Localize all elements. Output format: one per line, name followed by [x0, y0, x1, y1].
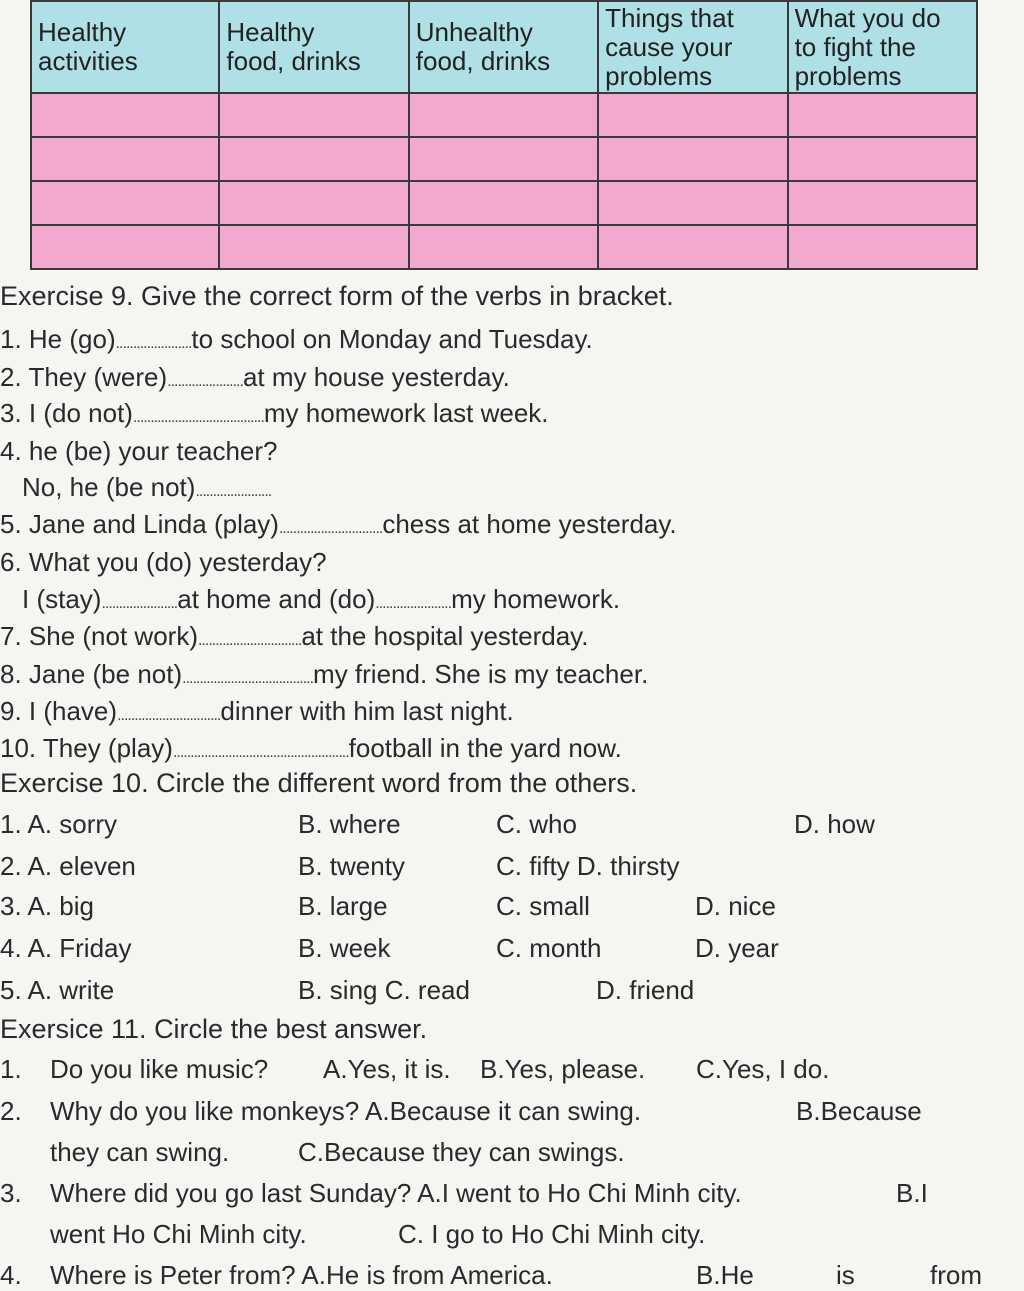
table-cell[interactable]	[788, 93, 977, 137]
exercise-9-title: Exercise 9. Give the correct form of the verbs in bracket.	[0, 281, 674, 311]
table-cell[interactable]	[409, 93, 598, 137]
ex10-q4-a[interactable]: 4. A. Friday	[0, 933, 132, 963]
table-cell[interactable]	[598, 137, 787, 181]
table-row	[31, 181, 977, 225]
table-cell[interactable]	[31, 137, 219, 181]
table-cell[interactable]	[219, 181, 408, 225]
ex9-question-3: 3. I (do not)......................................my homework last week.	[0, 398, 549, 428]
ex10-q4-b[interactable]: B. week	[298, 933, 391, 963]
ex11-q4-number: 4.	[0, 1260, 22, 1290]
ex10-q3-c[interactable]: C. small	[496, 891, 590, 921]
table-cell[interactable]	[788, 137, 977, 181]
table-cell[interactable]	[31, 93, 219, 137]
table-cell[interactable]	[219, 93, 408, 137]
ex11-q3-number: 3.	[0, 1178, 22, 1208]
ex10-q5-a[interactable]: 5. A. write	[0, 975, 115, 1005]
ex11-q2-option-b-cont[interactable]: they can swing.	[50, 1137, 230, 1167]
header-unhealthy-food: Unhealthy food, drinks	[409, 1, 598, 93]
ex11-q2-number: 2.	[0, 1096, 22, 1126]
header-healthy-food: Healthy food, drinks	[219, 1, 408, 93]
ex11-q2-option-c[interactable]: C.Because they can swings.	[298, 1137, 625, 1167]
header-things-cause-problems: Things that cause your problems	[598, 1, 787, 93]
ex10-q2-cd[interactable]: C. fifty D. thirsty	[496, 851, 680, 881]
table-cell[interactable]	[788, 181, 977, 225]
ex9-question-10: 10. They (play)...................................................football in the yard now.	[0, 733, 622, 763]
ex11-q4-option-b-is[interactable]: is	[836, 1260, 855, 1290]
ex10-q2-b[interactable]: B. twenty	[298, 851, 405, 881]
table-cell[interactable]	[31, 225, 219, 269]
table-row	[31, 93, 977, 137]
ex11-q1-number: 1.	[0, 1054, 22, 1084]
table-cell[interactable]	[409, 137, 598, 181]
table-cell[interactable]	[219, 137, 408, 181]
table-cell[interactable]	[598, 181, 787, 225]
ex10-q1-c[interactable]: C. who	[496, 809, 577, 839]
ex10-q2-a[interactable]: 2. A. eleven	[0, 851, 136, 881]
ex11-q3-option-c[interactable]: C. I go to Ho Chi Minh city.	[398, 1219, 706, 1249]
table-row	[31, 225, 977, 269]
ex9-question-8: 8. Jane (be not)......................................my friend. She is my teacher.	[0, 659, 649, 689]
exercise-10-title: Exercise 10. Circle the different word from the others.	[0, 768, 638, 798]
table-row	[31, 137, 977, 181]
ex10-q1-d[interactable]: D. how	[794, 809, 875, 839]
ex11-q1-option-a[interactable]: A.Yes, it is.	[323, 1054, 451, 1084]
table-cell[interactable]	[31, 181, 219, 225]
ex10-q3-b[interactable]: B. large	[298, 891, 388, 921]
ex11-q4-option-b[interactable]: B.He	[696, 1260, 754, 1290]
header-fight-problems: What you do to fight the problems	[788, 1, 977, 93]
ex11-q4-question-option-a[interactable]: Where is Peter from? A.He is from America.	[50, 1260, 553, 1290]
ex10-q4-d[interactable]: D. year	[695, 933, 779, 963]
ex10-q1-b[interactable]: B. where	[298, 809, 401, 839]
ex10-q1-a[interactable]: 1. A. sorry	[0, 809, 118, 839]
ex9-question-9: 9. I (have)..............................dinner with him last night.	[0, 696, 514, 726]
table-cell[interactable]	[409, 181, 598, 225]
ex9-question-5: 5. Jane and Linda (play)..............................chess at home yesterday.	[0, 509, 677, 539]
ex11-q3-question-option-a[interactable]: Where did you go last Sunday? A.I went to Ho Chi Minh city.	[50, 1178, 742, 1208]
ex11-q1-question: Do you like music?	[50, 1054, 269, 1084]
header-healthy-activities: Healthy activities	[31, 1, 219, 93]
table-cell[interactable]	[409, 225, 598, 269]
table-cell[interactable]	[219, 225, 408, 269]
ex9-question-6-answer: I (stay)......................at home and (do)......................my homework.	[22, 584, 621, 614]
ex9-question-7: 7. She (not work)..............................at the hospital yesterday.	[0, 621, 589, 651]
ex10-q4-c[interactable]: C. month	[496, 933, 602, 963]
ex10-q5-bc[interactable]: B. sing C. read	[298, 975, 470, 1005]
table-header-row	[31, 1, 977, 93]
ex9-question-4-answer: No, he (be not)......................	[22, 472, 272, 502]
ex10-q5-d[interactable]: D. friend	[596, 975, 695, 1005]
table-cell[interactable]	[788, 225, 977, 269]
activities-table	[30, 0, 978, 270]
table-cell[interactable]	[598, 225, 787, 269]
ex11-q1-option-b[interactable]: B.Yes, please.	[480, 1054, 646, 1084]
ex11-q3-option-b[interactable]: B.I	[896, 1178, 928, 1208]
ex11-q2-option-b[interactable]: B.Because	[796, 1096, 922, 1126]
exercise-11-title: Exersice 11. Circle the best answer.	[0, 1014, 428, 1044]
table-cell[interactable]	[598, 93, 787, 137]
ex10-q3-a[interactable]: 3. A. big	[0, 891, 94, 921]
ex10-q3-d[interactable]: D. nice	[695, 891, 776, 921]
ex9-question-2: 2. They (were)......................at my house yesterday.	[0, 362, 510, 392]
ex11-q1-option-c[interactable]: C.Yes, I do.	[696, 1054, 830, 1084]
ex9-question-6: 6. What you (do) yesterday?	[0, 547, 327, 577]
ex11-q4-option-b-from[interactable]: from	[930, 1260, 982, 1290]
ex11-q2-question-option-a[interactable]: Why do you like monkeys? A.Because it can swing.	[50, 1096, 642, 1126]
ex9-question-4: 4. he (be) your teacher?	[0, 436, 278, 466]
ex9-question-1: 1. He (go)......................to school on Monday and Tuesday.	[0, 324, 593, 354]
ex11-q3-option-b-cont[interactable]: went Ho Chi Minh city.	[50, 1219, 307, 1249]
